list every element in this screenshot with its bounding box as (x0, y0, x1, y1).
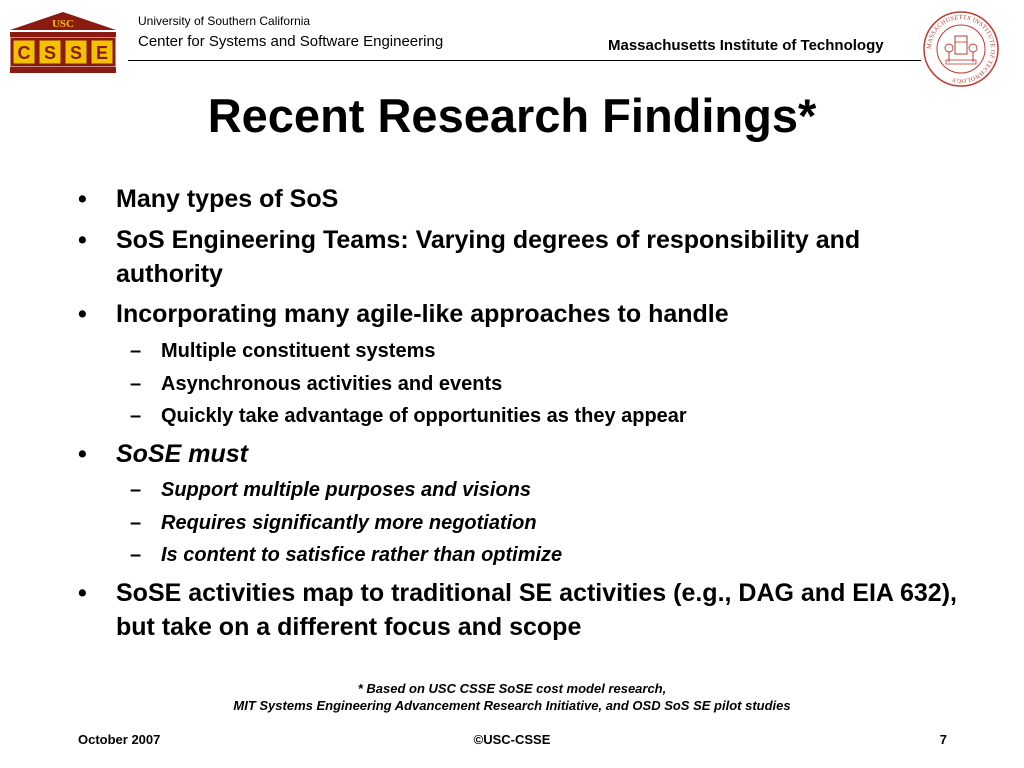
header-rule (128, 60, 921, 61)
dash-icon: – (130, 373, 142, 395)
sub-bullet-text: Asynchronous activities and events (161, 373, 503, 395)
dash-icon: – (130, 340, 142, 362)
sub-bullet-text: Support multiple purposes and visions (161, 479, 532, 501)
center-name: Center for Systems and Software Engineering (138, 33, 444, 50)
usc-csse-logo (6, 10, 120, 76)
dash-icon: – (130, 405, 142, 427)
csse-letter: S (69, 43, 83, 63)
csse-letter: C (17, 43, 31, 63)
sub-bullet-text: Is content to satisfice rather than optimize (161, 544, 563, 566)
bullet-icon: • (78, 185, 87, 213)
bullet-icon: • (78, 579, 87, 607)
bullet-text: SoSE activities map to traditional SE activities (e.g., DAG and EIA 632), but take on a different focus and scope (116, 579, 957, 641)
footnote-line: MIT Systems Engineering Advancement Research Initiative, and OSD SoS SE pilot studies (233, 698, 791, 713)
bullet-text: SoS Engineering Teams: Varying degrees of responsibility and authority (116, 226, 861, 288)
footer-copyright: ©USC-CSSE (473, 732, 551, 747)
bullet-icon: • (78, 440, 87, 468)
dash-icon: – (130, 512, 142, 534)
sub-bullet-item (130, 509, 950, 537)
footnote-line: * Based on USC CSSE SoSE cost model research, (357, 681, 667, 696)
mit-seal-text: MASSACHUSETTS INSTITUTE OF TECHNOLOGY (925, 13, 997, 85)
bullet-text: Many types of SoS (116, 185, 339, 213)
sub-bullet-item (130, 402, 950, 430)
bullet-item (78, 223, 958, 291)
dash-icon: – (130, 479, 142, 501)
bullet-icon: • (78, 226, 87, 254)
bullet-text: Incorporating many agile-like approaches to handle (116, 300, 729, 328)
sub-bullet-item (130, 476, 950, 504)
sub-bullet-item (130, 370, 950, 398)
bullet-item (78, 576, 958, 644)
slide-title: Recent Research Findings* (207, 89, 817, 142)
csse-letter: S (43, 43, 57, 63)
sub-bullet-text: Requires significantly more negotiation (161, 512, 537, 534)
bullet-text: SoSE must (116, 440, 248, 468)
sub-bullet-item (130, 541, 950, 569)
sub-bullet-text: Multiple constituent systems (161, 340, 436, 362)
bullet-item (78, 297, 958, 331)
usc-logo-text: USC (51, 18, 75, 30)
csse-letter: E (95, 43, 109, 63)
footer-date: October 2007 (78, 732, 161, 747)
mit-name: Massachusetts Institute of Technology (608, 37, 884, 54)
dash-icon: – (130, 544, 142, 566)
sub-bullet-text: Quickly take advantage of opportunities as they appear (161, 405, 687, 427)
university-name: University of Southern California (138, 14, 311, 28)
page-number: 7 (939, 732, 947, 747)
sub-bullet-item (130, 337, 950, 365)
bullet-icon: • (78, 300, 87, 328)
mit-seal (922, 10, 1000, 88)
bullet-item (78, 437, 958, 471)
bullet-item (78, 182, 958, 216)
